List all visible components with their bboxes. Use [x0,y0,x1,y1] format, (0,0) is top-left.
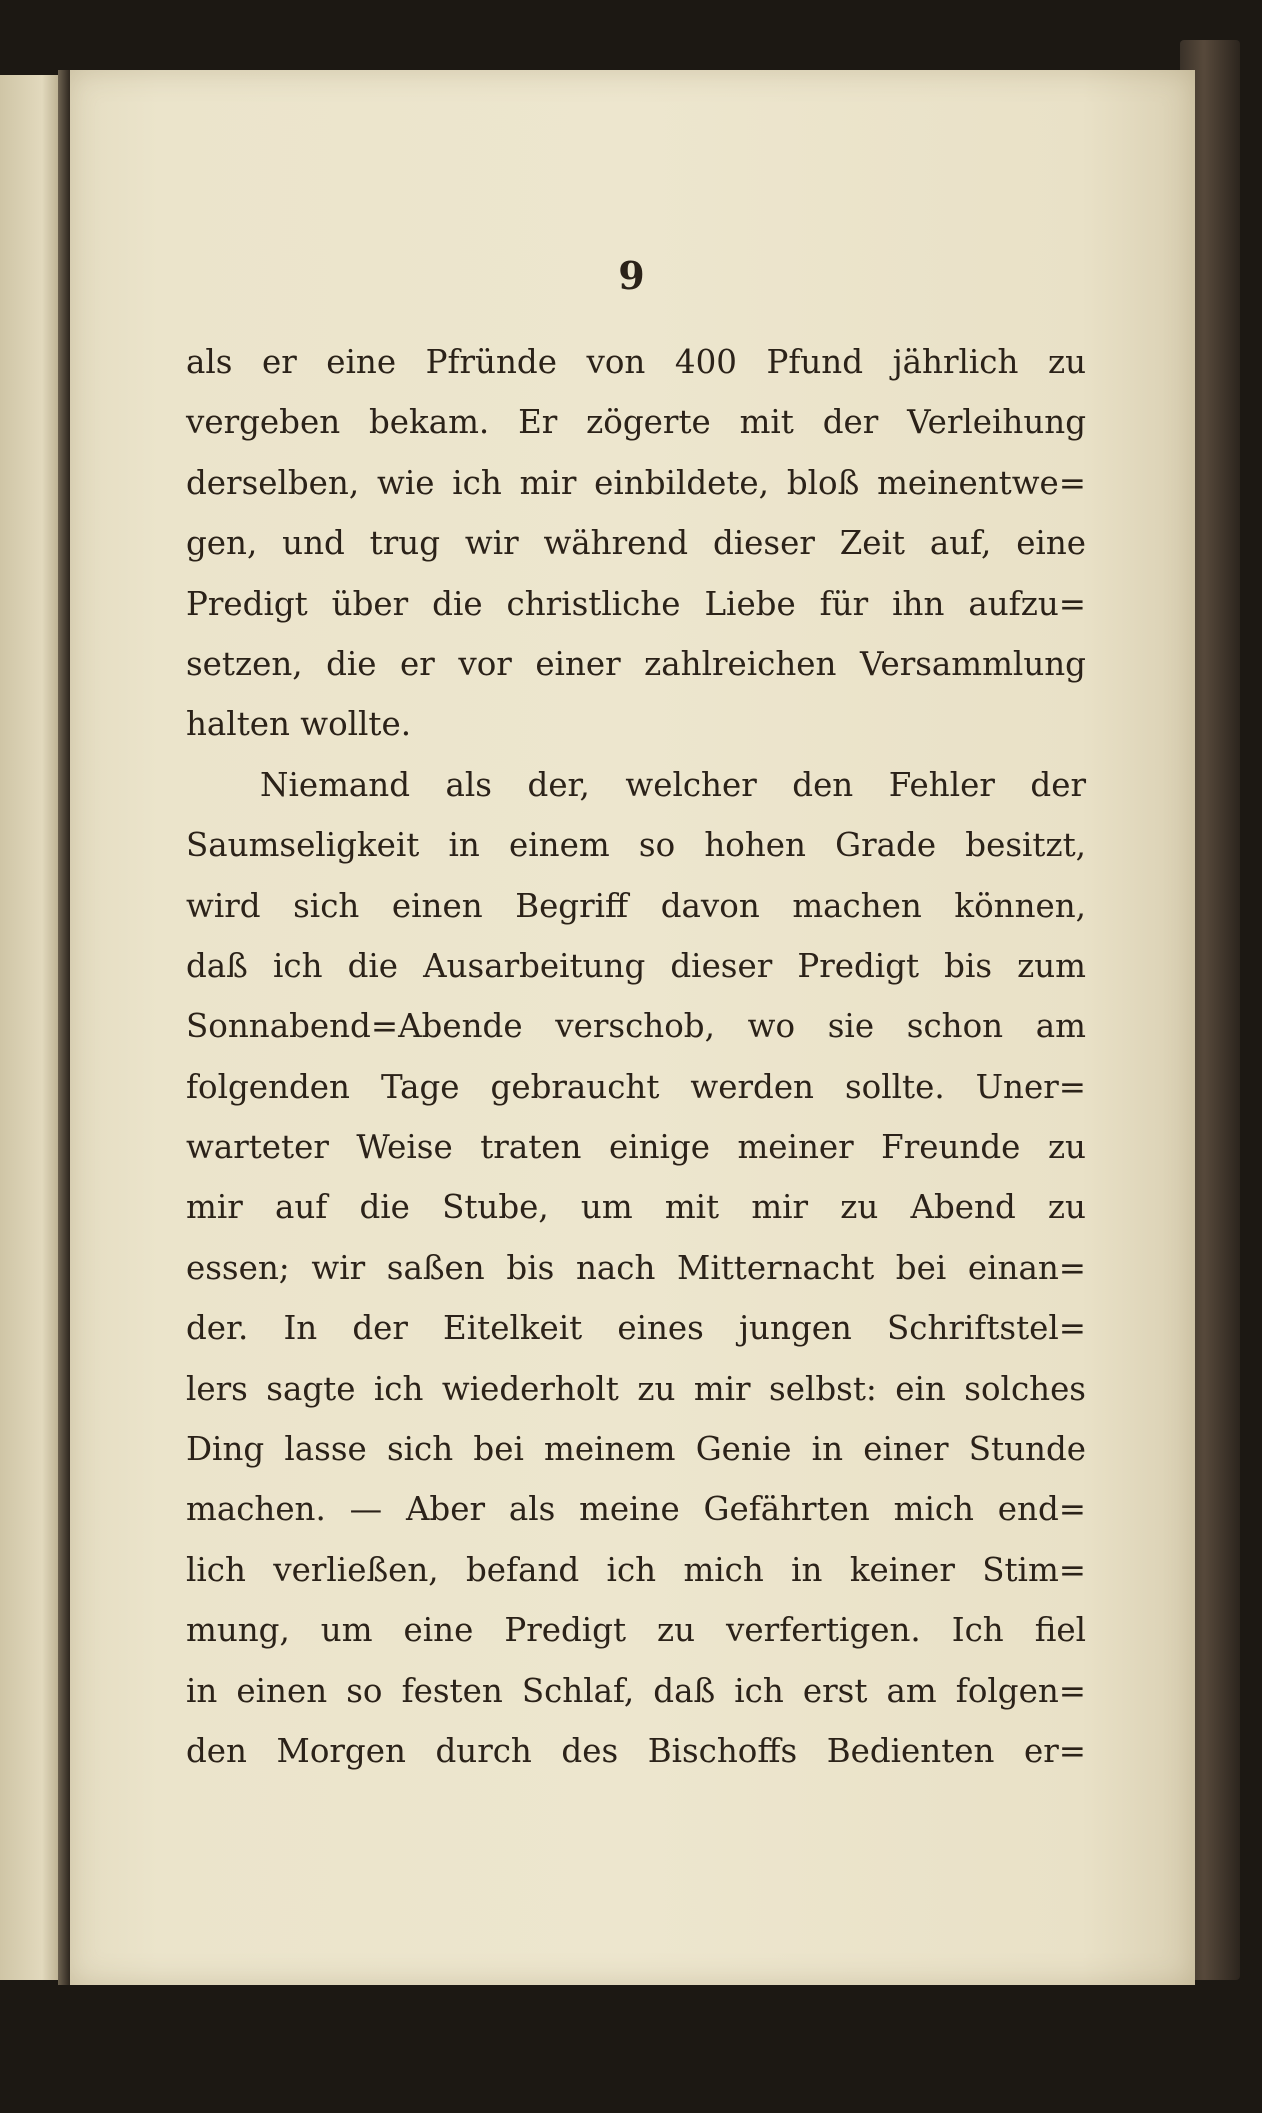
text-line: wird sich einen Begriff davon machen können, [186,886,1086,925]
text-line: folgenden Tage gebraucht werden sollte. Uner= [186,1067,1086,1106]
book-gutter [58,70,70,1985]
text-line: machen. — Aber als meine Gefährten mich end= [186,1490,1086,1529]
book-page [68,70,1195,1985]
text-line: mir auf die Stube, um mit mir zu Abend zu [186,1188,1086,1227]
facing-page-edge [0,75,60,1980]
text-line: vergeben bekam. Er zögerte mit der Verleihung [186,403,1086,442]
text-line: lers sagte ich wiederholt zu mir selbst: ein solches [186,1369,1086,1408]
text-line: derselben, wie ich mir einbildete, bloß meinentwe= [186,463,1086,502]
text-line: Predigt über die christliche Liebe für ihn aufzu= [186,584,1086,623]
text-line: daß ich die Ausarbeitung dieser Predigt bis zum [186,946,1086,985]
text-line: halten wollte. [186,705,412,744]
text-line: Sonnabend=Abende verschob, wo sie schon am [186,1007,1086,1046]
text-line: als er eine Pfründe von 400 Pfund jährlich zu [186,343,1086,381]
text-line: Saumseligkeit in einem so hohen Grade besitzt, [186,826,1086,865]
text-line: Niemand als der, welcher den Fehler der [260,765,1086,804]
text-line: mung, um eine Predigt zu verfertigen. Ich fiel [186,1611,1086,1650]
text-line: essen; wir saßen bis nach Mitternacht bei einan= [186,1248,1086,1287]
text-line: warteter Weise traten einige meiner Freunde zu [186,1128,1086,1167]
page-body-text [186,332,1086,1781]
text-line: den Morgen durch des Bischoffs Bedienten er= [186,1731,1086,1770]
text-line: gen, und trug wir während dieser Zeit auf, eine [186,524,1086,563]
text-line: setzen, die er vor einer zahlreichen Versammlung [186,644,1086,683]
text-line: der. In der Eitelkeit eines jungen Schriftstel= [186,1309,1086,1348]
text-line: in einen so festen Schlaf, daß ich erst am folgen= [186,1671,1086,1710]
text-line: Ding lasse sich bei meinem Genie in einer Stunde [186,1430,1086,1469]
text-line: lich verließen, befand ich mich in keiner Stim= [186,1550,1086,1589]
page-number: 9 [618,253,645,298]
